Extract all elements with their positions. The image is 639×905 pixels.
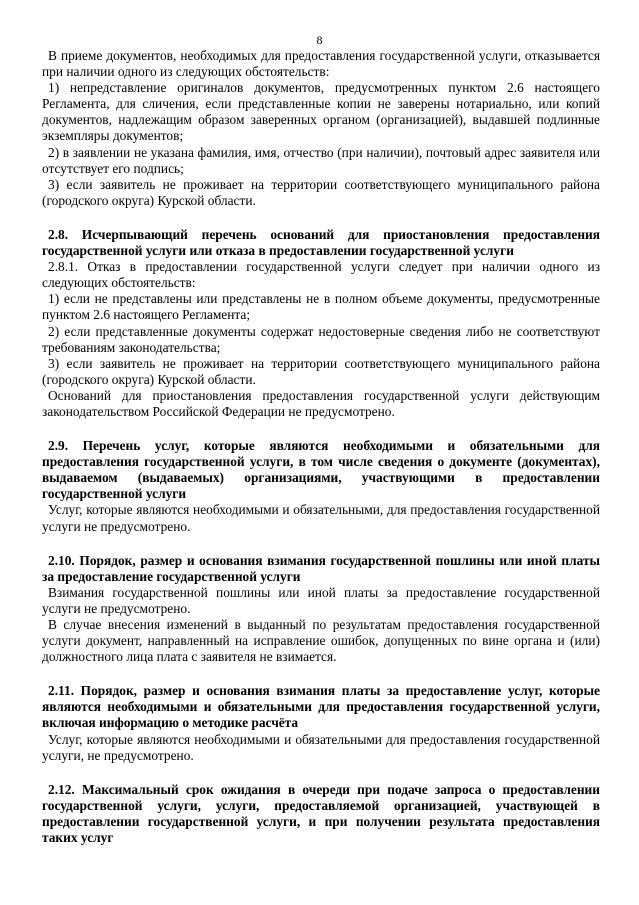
paragraph: В приеме документов, необходимых для предоставления государственной услуги, отказывается при наличии одного из следующих обстоятельств: (42, 48, 600, 80)
list-item: 1) непредставление оригиналов документов, предусмотренных пунктом 2.6 настоящего Регламента, для сличения, если представленные копии не заверены нотариально, или копий документов, надлежащим образом заверенных органом (организацией), выдавшей подлинные экземпляры документов; (42, 80, 600, 144)
section-heading-2-12: 2.12. Максимальный срок ожидания в очереди при подаче запроса о предоставлении государственной услуги, услуги, предоставляемой организацией, участвующей в предоставлении государственной услуги, и при получении результата предоставления таких услуг (42, 781, 600, 846)
section-heading-2-9: 2.9. Перечень услуг, которые являются необходимыми и обязательными для предоставления государственной услуги, в том числе сведения о документе (документах), выдаваемом (выдаваемых) организациями, участвующими в предоставлении государственной услуги (42, 438, 600, 502)
paragraph: В случае внесения изменений в выданный по результатам предоставления государственной услуги документ, направленный на исправление ошибок, допущенных по вине органа и (или) должностного лица плата с заявителя не взимается. (42, 617, 600, 665)
paragraph: Услуг, которые являются необходимыми и обязательными для предоставления государственной услуги, не предусмотрено. (42, 731, 600, 763)
paragraph: 2.8.1. Отказ в предоставлении государственной услуги следует при наличии одного из следующих обстоятельств: (42, 259, 600, 291)
list-item: 2) если представленные документы содержат недостоверные сведения либо не соответствуют требованиям законодательства; (42, 323, 600, 355)
paragraph: Взимания государственной пошлины или иной платы за предоставление государственной услуги не предусмотрено. (42, 584, 600, 616)
list-item: 2) в заявлении не указана фамилия, имя, отчество (при наличии), почтовый адрес заявителя или отсутствует его подпись; (42, 144, 600, 176)
paragraph: Оснований для приостановления предоставления государственной услуги действующим законодательством Российской Федерации не предусмотрено. (42, 387, 600, 419)
paragraph: Услуг, которые являются необходимыми и обязательными, для предоставления государственной услуги не предусмотрено. (42, 502, 600, 534)
section-heading-2-11: 2.11. Порядок, размер и основания взимания платы за предоставление услуг, которые являются необходимыми и обязательными для предоставления государственной услуги, включая информацию о методике расчёта (42, 683, 600, 731)
list-item: 3) если заявитель не проживает на территории соответствующего муниципального района (городского округа) Курской области. (42, 176, 600, 208)
document-body (42, 48, 600, 846)
list-item: 3) если заявитель не проживает на территории соответствующего муниципального района (городского округа) Курской области. (42, 355, 600, 387)
list-item: 1) если не представлены или представлены не в полном объеме документы, предусмотренные пунктом 2.6 настоящего Регламента; (42, 291, 600, 323)
section-heading-2-10: 2.10. Порядок, размер и основания взимания государственной пошлины или иной платы за предоставление государственной услуги (42, 552, 600, 584)
section-heading-2-8: 2.8. Исчерпывающий перечень оснований для приостановления предоставления государственной услуги или отказа в предоставлении государственной услуги (42, 226, 600, 259)
page-number: 8 (316, 33, 323, 47)
